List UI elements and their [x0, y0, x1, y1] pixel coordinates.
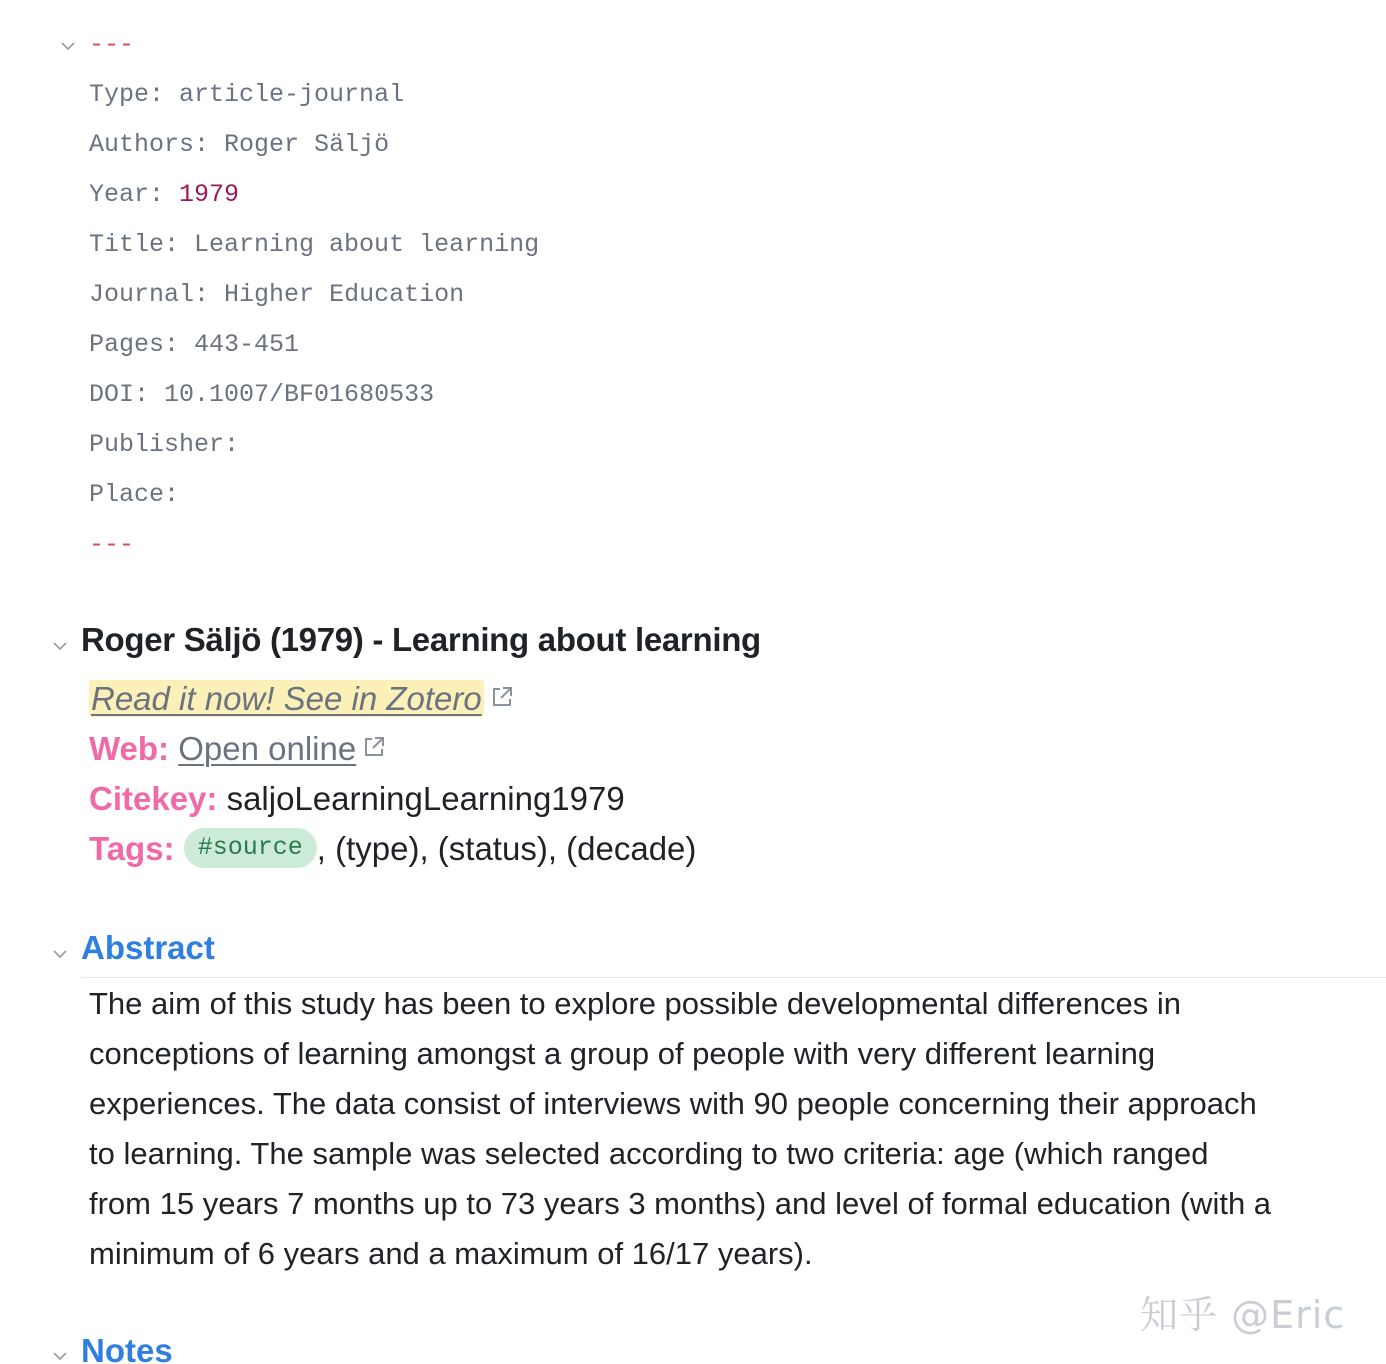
frontmatter-doi	[89, 380, 434, 410]
frontmatter-authors	[89, 130, 389, 160]
notes-heading: Notes	[81, 1332, 173, 1364]
frontmatter-fold-chevron-icon[interactable]	[60, 38, 76, 54]
abstract-body	[89, 979, 1386, 1279]
frontmatter-publisher	[89, 430, 254, 460]
doi-value: 10.1007/BF01680533	[164, 380, 435, 409]
abstract-line: minimum of 6 years and a maximum of 16/17 years).	[89, 1236, 813, 1271]
external-link-icon[interactable]	[362, 727, 386, 769]
pages-key: Pages:	[89, 330, 180, 359]
tags-line	[89, 828, 696, 870]
type-key: Type:	[89, 80, 165, 109]
abstract-line: to learning. The sample was selected according to two criteria: age (which ranged	[89, 1136, 1209, 1171]
year-value: 1979	[179, 180, 240, 209]
frontmatter-type	[89, 80, 404, 110]
zotero-link[interactable]: Read it now! See in Zotero	[91, 680, 482, 717]
frontmatter-year	[89, 180, 239, 210]
abstract-line: conceptions of learning amongst a group of people with very different learning	[89, 1036, 1156, 1071]
zotero-line	[89, 678, 514, 720]
authors-value: Roger Säljö	[224, 130, 390, 159]
watermark-text: 知乎 @Eric	[1140, 1293, 1346, 1337]
web-line	[89, 728, 386, 770]
pages-value: 443-451	[194, 330, 300, 359]
frontmatter-title	[89, 230, 539, 260]
frontmatter-open-delimiter: ---	[89, 30, 135, 59]
abstract-line: experiences. The data consist of interviews with 90 people concerning their approach	[89, 1086, 1257, 1121]
journal-value: Higher Education	[224, 280, 465, 309]
doi-key: DOI:	[89, 380, 150, 409]
tags-rest: , (type), (status), (decade)	[316, 830, 697, 867]
authors-key: Authors:	[89, 130, 210, 159]
abstract-divider	[81, 977, 1386, 978]
frontmatter-place	[89, 480, 194, 510]
external-link-icon[interactable]	[490, 677, 514, 719]
title-value: Learning about learning	[194, 230, 540, 259]
page-title: Roger Säljö (1979) - Learning about learning	[81, 621, 761, 658]
abstract-line: The aim of this study has been to explore possible developmental differences in	[89, 986, 1181, 1021]
publisher-key: Publisher:	[89, 430, 240, 459]
notes-fold-chevron-icon[interactable]	[52, 1348, 68, 1364]
citekey-label: Citekey:	[89, 780, 218, 817]
abstract-line: from 15 years 7 months up to 73 years 3 months) and level of formal education (with a	[89, 1186, 1272, 1221]
tags-label: Tags:	[89, 830, 175, 867]
type-value: article-journal	[179, 80, 405, 109]
abstract-fold-chevron-icon[interactable]	[52, 946, 68, 962]
frontmatter-pages	[89, 330, 299, 360]
web-label: Web:	[89, 730, 170, 767]
abstract-heading: Abstract	[81, 929, 215, 966]
title-key: Title:	[89, 230, 180, 259]
place-key: Place:	[89, 480, 180, 509]
frontmatter-close-delimiter: ---	[89, 530, 135, 559]
frontmatter-journal	[89, 280, 464, 310]
year-key: Year:	[89, 180, 165, 209]
tag-source[interactable]: #source	[184, 828, 317, 868]
heading-fold-chevron-icon[interactable]	[52, 638, 68, 654]
citekey-value: saljoLearningLearning1979	[226, 780, 625, 817]
open-online-link[interactable]: Open online	[178, 730, 357, 767]
citekey-line	[89, 778, 625, 820]
journal-key: Journal:	[89, 280, 210, 309]
